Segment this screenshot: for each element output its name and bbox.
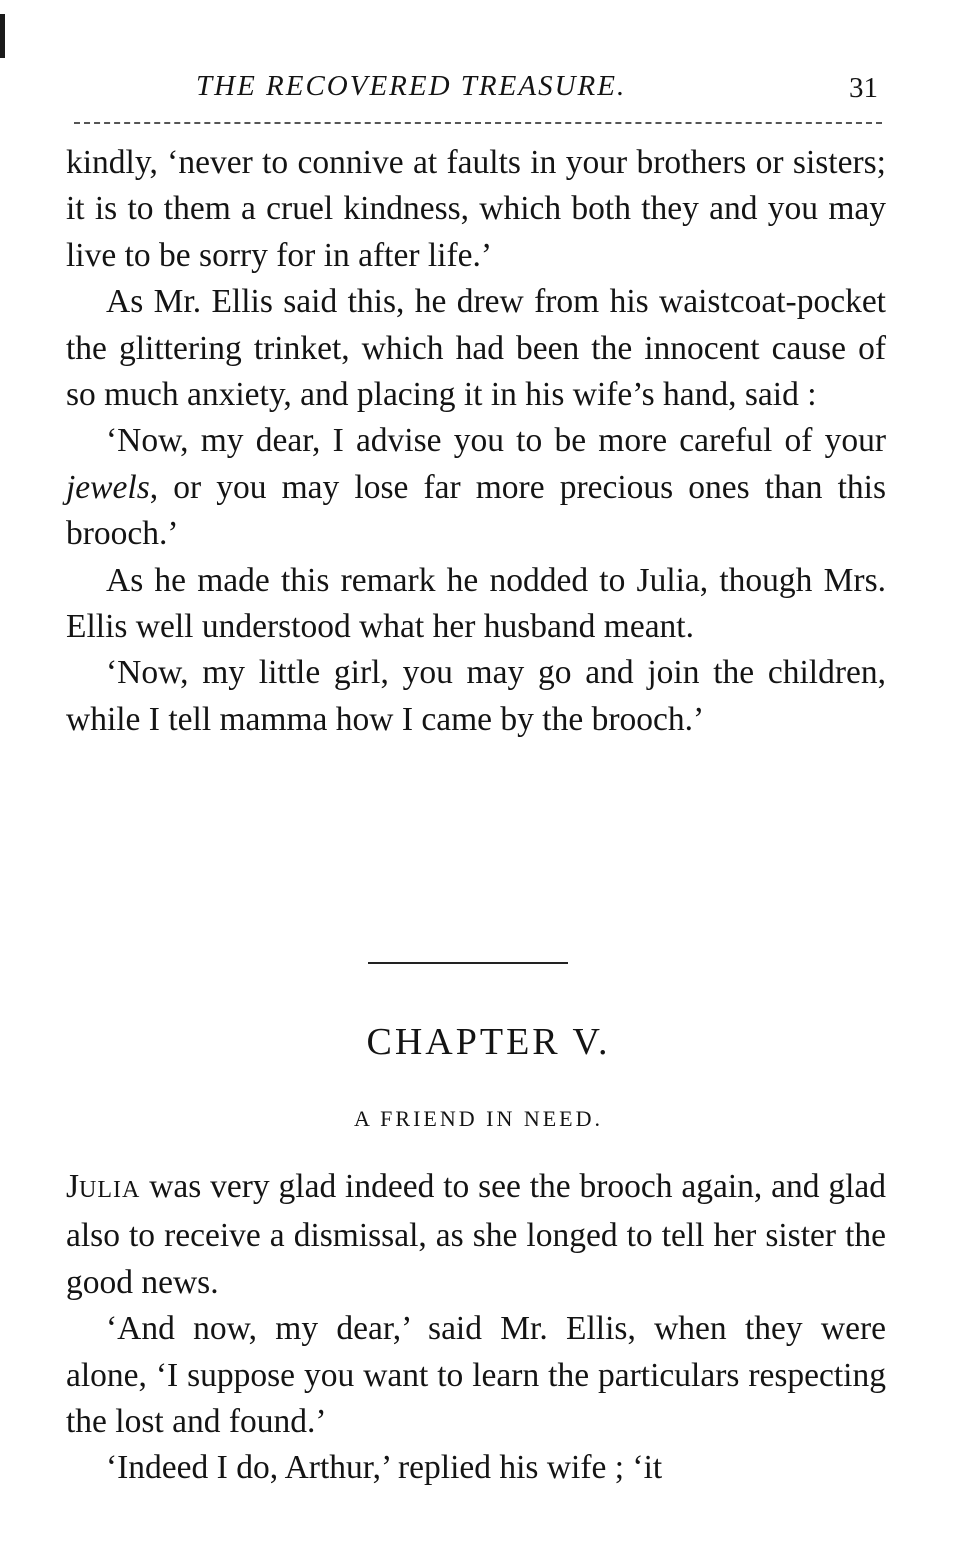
paragraph: As Mr. Ellis said this, he drew from his waistcoat-pocket the glittering trinket, which had been the innocent cause of so much anxiety, and placing it in his wife’s hand, said : [66, 283, 886, 414]
paragraph: ‘And now, my dear,’ said Mr. Ellis, when they were alone, ‘I suppose you want to learn the particulars respecting the lost and found.’ [66, 1310, 886, 1441]
header-rule [74, 122, 882, 124]
smallcaps-word: ULIA [79, 1177, 141, 1203]
running-head [66, 68, 884, 112]
chapter-subtitle: A FRIEND IN NEED. [354, 1106, 603, 1131]
paragraph: kindly, ‘never to connive at faults in your brothers or sisters; it is to them a cruel kindness, which both they and you may live to be sorry for in after life.’ [66, 144, 886, 274]
paragraph: ‘Indeed I do, Arthur,’ replied his wife ; ‘it [106, 1449, 663, 1487]
paragraph-text: was very glad indeed to see the brooch again, and glad also to receive a dismissal, as she longed to tell her sister the good news. [66, 1168, 886, 1301]
text-block-top [66, 140, 886, 743]
paragraph-text: , or you may lose far more precious ones than this brooch.’ [66, 468, 886, 553]
emphasis-text: jewels [66, 468, 150, 506]
running-title: THE RECOVERED TREASURE. [196, 70, 627, 102]
paragraph-text: ‘Now, my dear, I advise you to be more careful of your [106, 422, 886, 460]
initial-letter: J [66, 1168, 80, 1205]
page-number: 31 [849, 72, 878, 104]
paragraph: As he made this remark he nodded to Julia, though Mrs. Ellis well understood what her husband meant. [66, 561, 886, 646]
text-block-bottom [66, 1164, 886, 1492]
chapter-divider [368, 962, 568, 964]
page-edge-mark [0, 14, 5, 58]
chapter-title: CHAPTER V. [366, 1021, 611, 1063]
paragraph [66, 1164, 886, 1306]
paragraph [66, 418, 886, 557]
paragraph: ‘Now, my little girl, you may go and join the children, while I tell mamma how I came by the brooch.’ [66, 654, 886, 738]
